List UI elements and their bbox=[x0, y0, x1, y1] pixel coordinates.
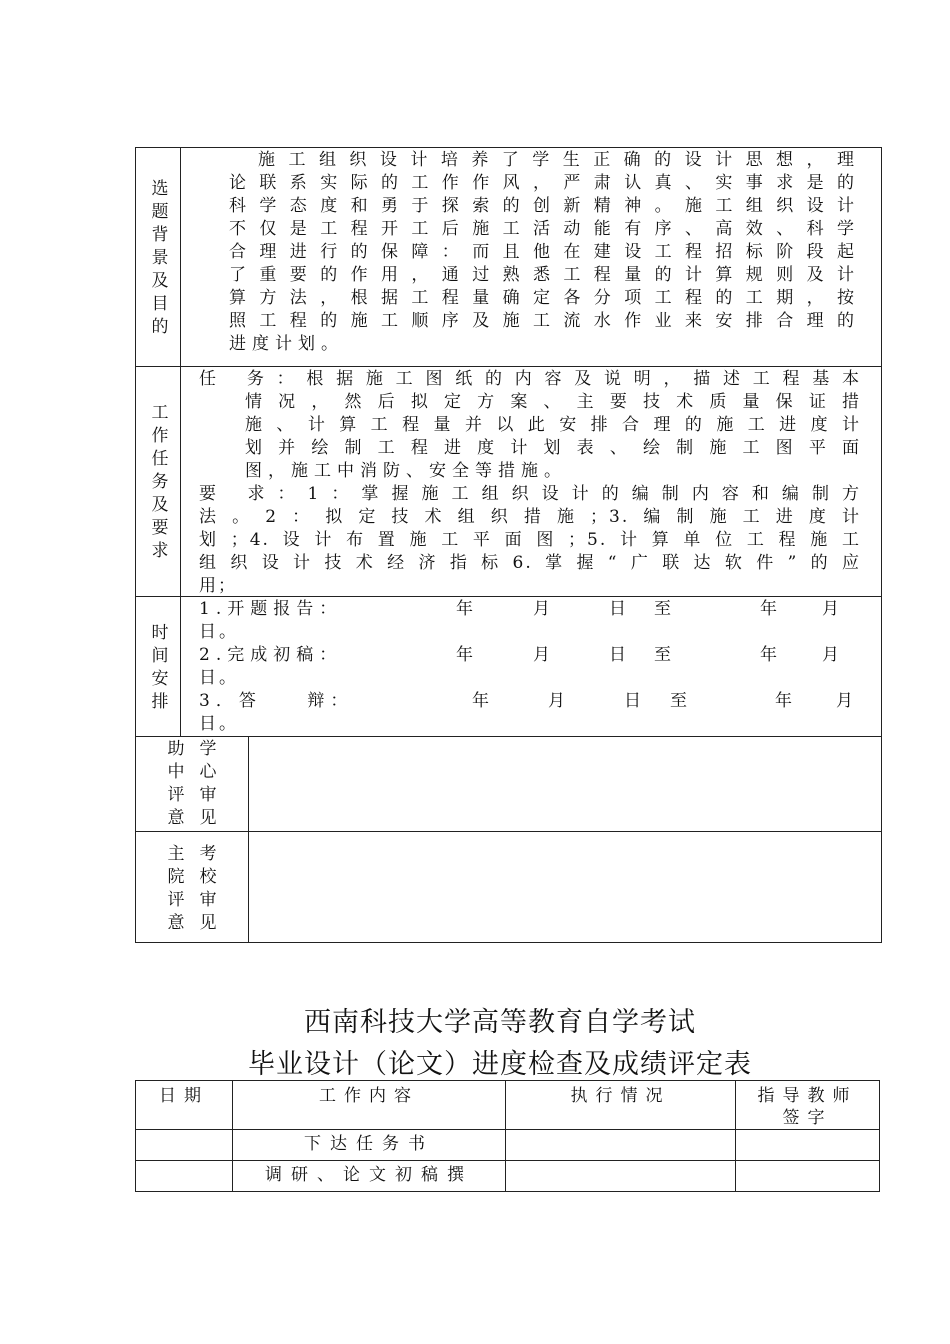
form-title: 毕业设计（论文）进度检查及成绩评定表 bbox=[248, 1049, 752, 1080]
school-review-label-col2: 考 校 审 见 bbox=[199, 844, 217, 933]
task-line: 图，施工中消防、安全等措施。 bbox=[245, 461, 567, 481]
year-mark: 年 bbox=[456, 599, 476, 619]
requirement-line: 组织设计技术经济指标6.掌握“广联达软件”的应 bbox=[199, 553, 861, 573]
school-review-field[interactable] bbox=[249, 832, 881, 942]
header-work-content: 工作内容 bbox=[319, 1086, 419, 1106]
background-line: 论联系实际的工作作风，严肃认真、实事求是的 bbox=[229, 173, 856, 193]
background-line: 了重要的作用，通过熟悉工程量的计算规则及计 bbox=[229, 265, 856, 285]
center-review-label-col2: 学 心 审 见 bbox=[199, 739, 217, 828]
background-line: 照工程的施工顺序及施工流水作业来安排合理的 bbox=[229, 311, 856, 331]
background-line: 进度计划。 bbox=[229, 334, 344, 354]
schedule-name: 1.开题报告： bbox=[199, 599, 343, 619]
task-line: 划并绘制工程进度计划表、绘制施工图平面 bbox=[245, 438, 861, 458]
status-cell[interactable] bbox=[506, 1161, 735, 1191]
year-mark: 年 bbox=[760, 599, 780, 619]
center-review-field[interactable] bbox=[249, 737, 881, 831]
requirement-line: 用； bbox=[199, 576, 237, 596]
content-cell: 下达任务书 bbox=[304, 1134, 434, 1154]
content-cell: 调研、论文初稿撰 bbox=[265, 1165, 473, 1185]
requirement-line: 划；4.设计布置施工平面图；5.计算单位工程施工 bbox=[199, 530, 861, 550]
month-mark: 月 bbox=[533, 599, 553, 619]
schedule-name: 2.完成初稿： bbox=[199, 645, 343, 665]
to-mark: 至 bbox=[654, 599, 674, 619]
year-mark: 年 bbox=[456, 645, 476, 665]
school-review-label-col1: 主 院 评 意 bbox=[167, 844, 185, 933]
day-mark: 日 bbox=[609, 645, 629, 665]
month-mark: 月 bbox=[822, 645, 842, 665]
tasks-label: 工 作 任 务 及 要 求 bbox=[151, 403, 169, 561]
requirement-line: 法。2：拟定技术组织措施；3.编制施工进度计 bbox=[199, 507, 861, 527]
background-label: 选 题 背 景 及 目 的 bbox=[151, 179, 169, 337]
sign-cell[interactable] bbox=[736, 1130, 879, 1160]
day-mark: 日。 bbox=[199, 622, 239, 642]
header-advisor: 指导教师 bbox=[757, 1086, 858, 1106]
to-mark: 至 bbox=[670, 691, 690, 711]
background-line: 算方法，根据工程量确定各分项工程的工期，按 bbox=[229, 288, 856, 308]
schedule-name: 3．答 辩： bbox=[199, 691, 354, 711]
task-line: 施、计算工程量并以此安排合理的施工进度计 bbox=[245, 415, 861, 435]
sign-cell[interactable] bbox=[736, 1161, 879, 1191]
task-line: 任 务：根据施工图纸的内容及说明，描述工程基本 bbox=[199, 369, 861, 389]
year-mark: 年 bbox=[775, 691, 795, 711]
status-cell[interactable] bbox=[506, 1130, 735, 1160]
date-cell[interactable] bbox=[136, 1161, 232, 1191]
year-mark: 年 bbox=[760, 645, 780, 665]
university-title: 西南科技大学高等教育自学考试 bbox=[304, 1007, 696, 1038]
day-mark: 日 bbox=[609, 599, 629, 619]
month-mark: 月 bbox=[533, 645, 553, 665]
header-date: 日期 bbox=[159, 1086, 209, 1106]
day-mark: 日 bbox=[624, 691, 644, 711]
year-mark: 年 bbox=[472, 691, 492, 711]
month-mark: 月 bbox=[836, 691, 856, 711]
background-line: 科学态度和勇于探索的创新精神。施工组织设计 bbox=[229, 196, 856, 216]
schedule-label: 时 间 安 排 bbox=[151, 623, 169, 712]
background-line: 施工组织设计培养了学生正确的设计思想，理 bbox=[258, 150, 856, 170]
date-cell[interactable] bbox=[136, 1130, 232, 1160]
task-line: 情况，然后拟定方案、主要技术质量保证措 bbox=[245, 392, 861, 412]
header-signature: 签字 bbox=[782, 1108, 833, 1128]
month-mark: 月 bbox=[822, 599, 842, 619]
day-mark: 日。 bbox=[199, 668, 239, 688]
requirement-line: 要 求：1：掌握施工组织设计的编制内容和编制方 bbox=[199, 484, 862, 504]
center-review-label-col1: 助 中 评 意 bbox=[167, 739, 185, 828]
background-line: 不仅是工程开工后施工活动能有序、高效、科学 bbox=[229, 219, 856, 239]
to-mark: 至 bbox=[654, 645, 674, 665]
header-execution: 执行情况 bbox=[570, 1086, 671, 1106]
background-line: 合理进行的保障：而且他在建设工程招标阶段起 bbox=[229, 242, 856, 262]
day-mark: 日。 bbox=[199, 714, 239, 734]
month-mark: 月 bbox=[548, 691, 568, 711]
